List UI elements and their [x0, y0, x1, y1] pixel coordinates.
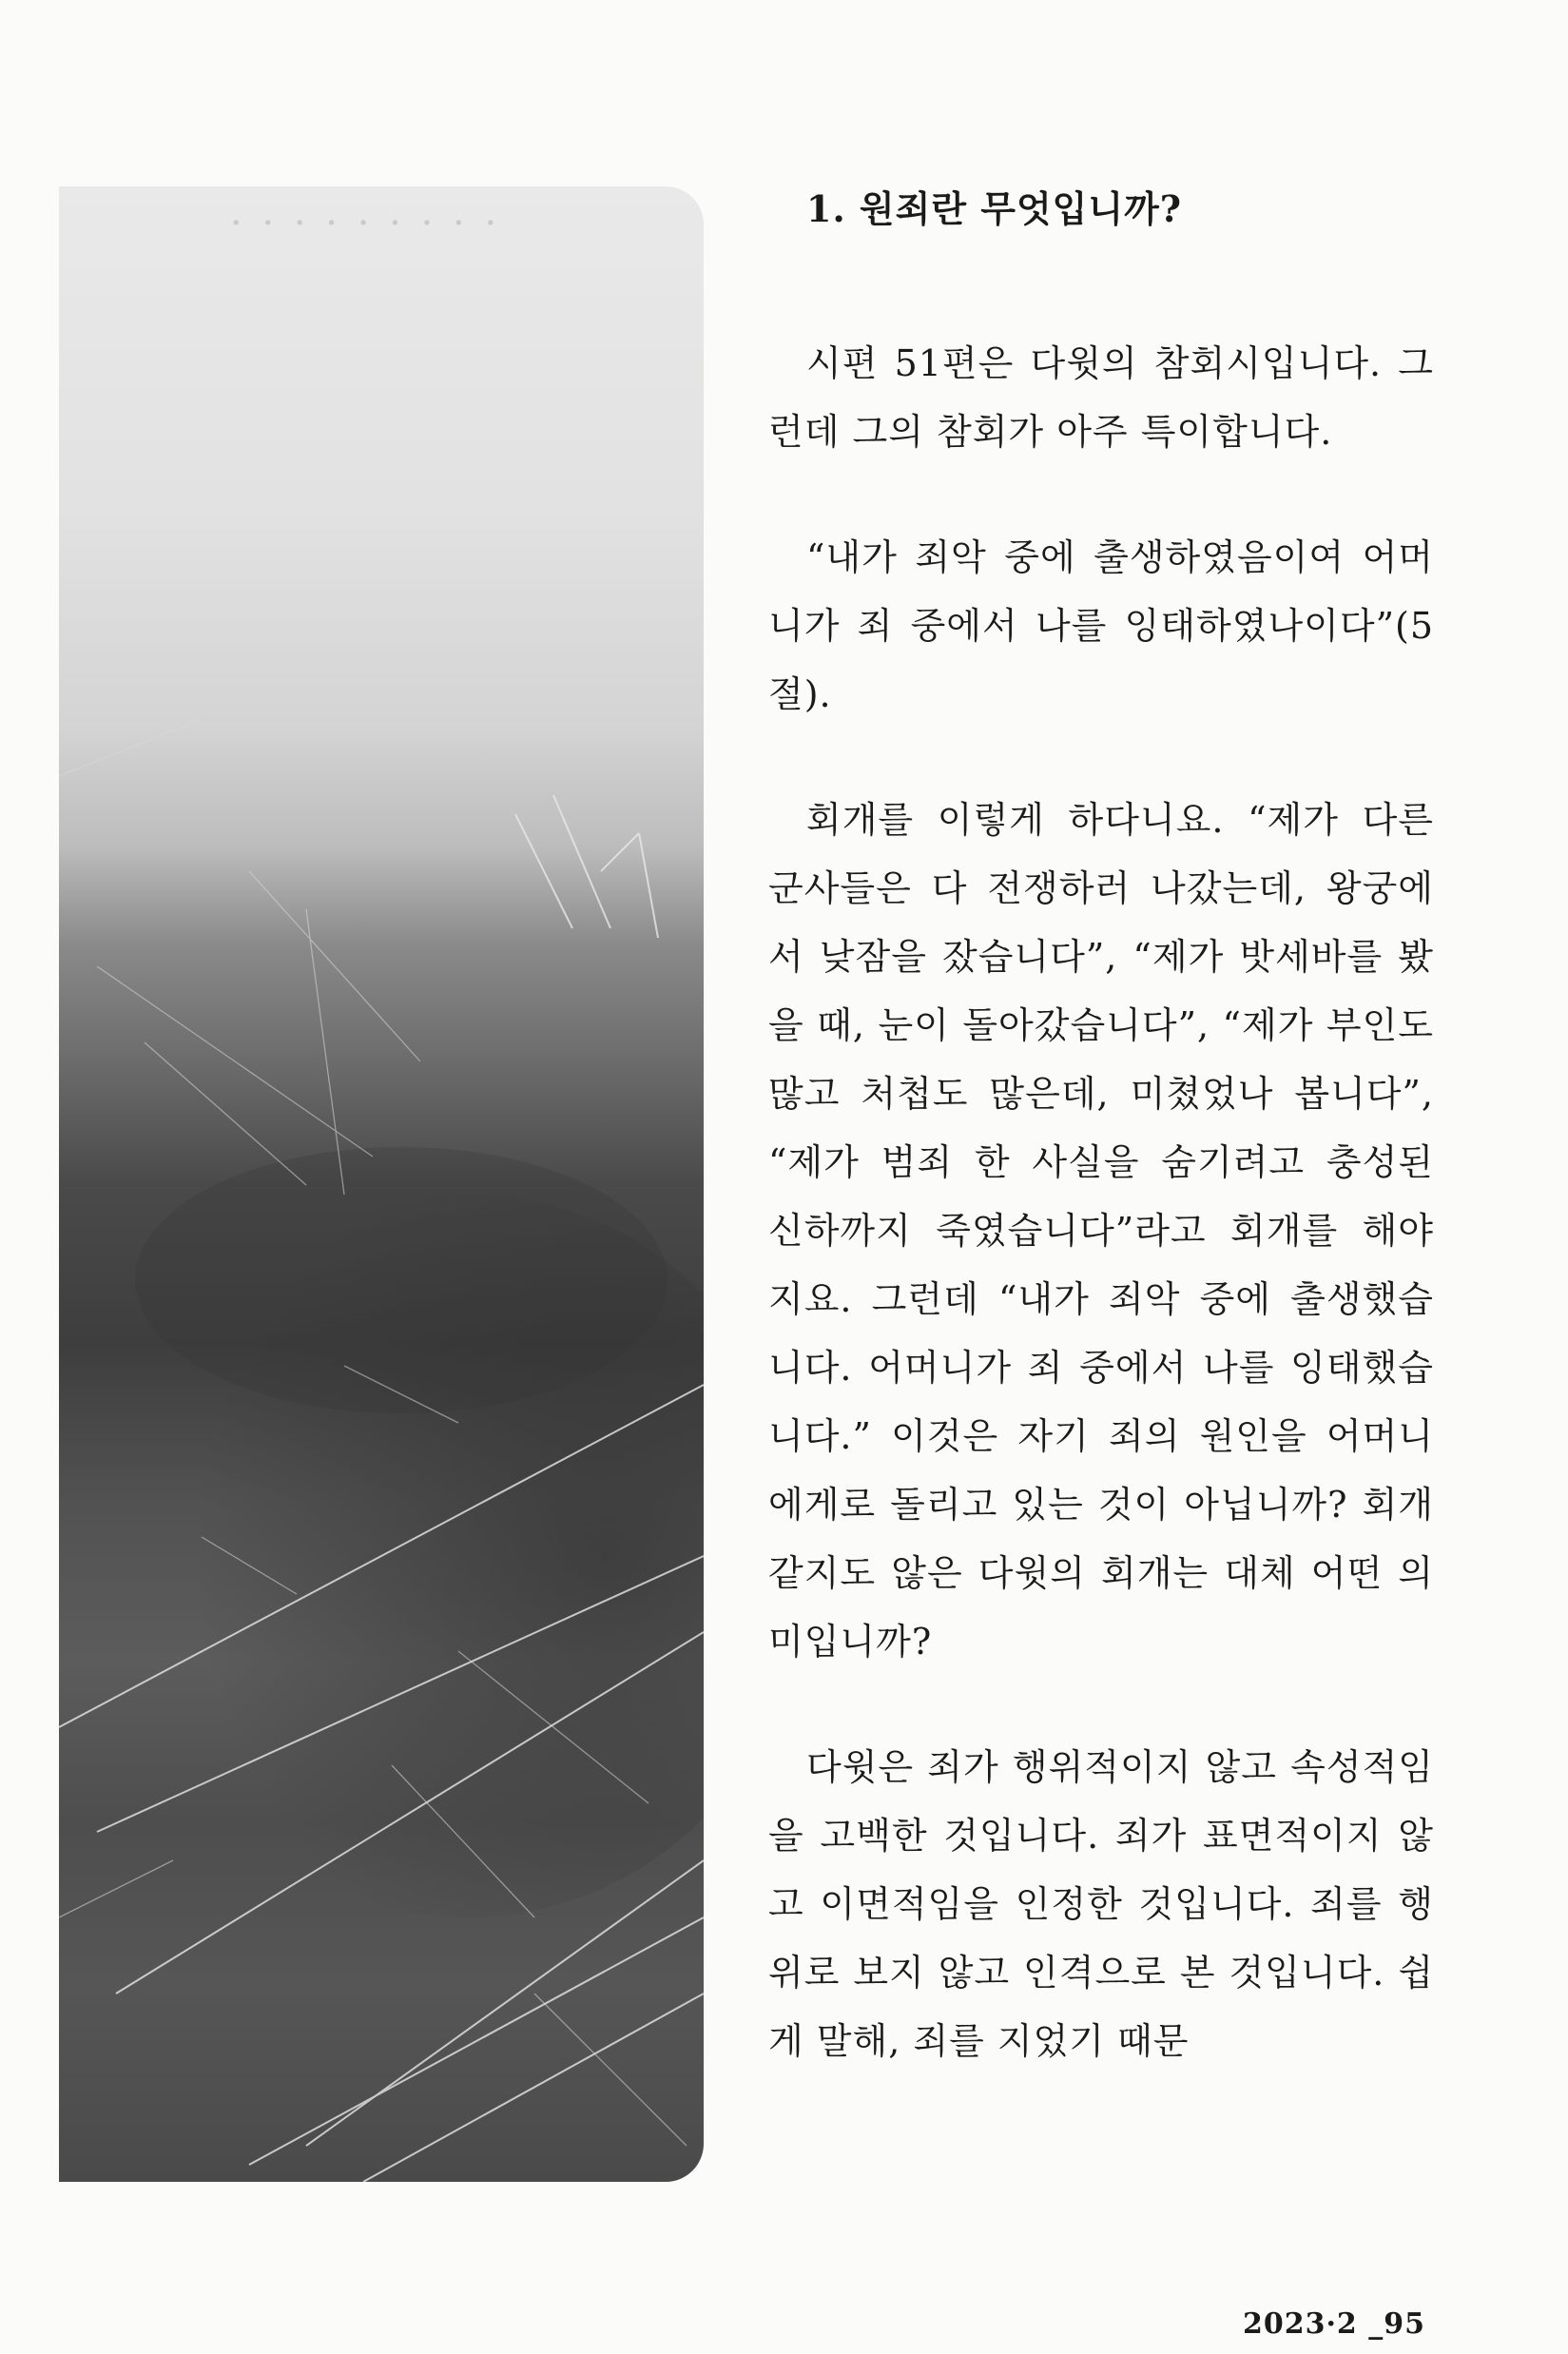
article-column — [768, 181, 1434, 2075]
paragraph: 회개를 이렇게 하다니요. “제가 다른 군사들은 다 전쟁하러 나갔는데, 왕궁에서 낮잠을 잤습니다”, “제가 밧세바를 봤을 때, 눈이 돌아갔습니다”, “제가 부인도 많고 처첩도 많은데, 미쳤었나 봅니다”, “제가 범죄 한 사실을 숨기려고 충성된 신하까지 죽였습니다”라고 회개를 해야지요. 그런데 “내가 죄악 중에 출생했습니다. 어머니가 죄 중에서 나를 잉태했습니다.” 이것은 자기 죄의 원인을 어머니에게로 돌리고 있는 것이 아닙니까? 회개 같지도 않은 다윗의 회개는 대체 어떤 의미입니까? — [768, 799, 1434, 1663]
ghost-text-bleed: · · · · · · · · · — [230, 202, 501, 245]
page-number: 2023·2 _95 — [1242, 2307, 1425, 2341]
scratched-surface-image — [59, 186, 704, 2182]
paragraph-quote: “내가 죄악 중에 출생하였음이여 어머니가 죄 중에서 나를 잉태하였나이다”(5절). — [768, 536, 1434, 715]
section-title: 1. 원죄란 무엇입니까? — [806, 187, 1183, 230]
decorative-photo-panel — [59, 186, 704, 2182]
paragraph: 시편 51편은 다윗의 참회시입니다. 그런데 그의 참회가 아주 특이합니다. — [768, 342, 1434, 453]
paragraph: 다윗은 죄가 행위적이지 않고 속성적임을 고백한 것입니다. 죄가 표면적이지 않고 이면적임을 인정한 것입니다. 죄를 행위로 보지 않고 인격으로 본 것입니다. 쉽게 말해, 죄를 지었기 때문 — [768, 1746, 1434, 2062]
